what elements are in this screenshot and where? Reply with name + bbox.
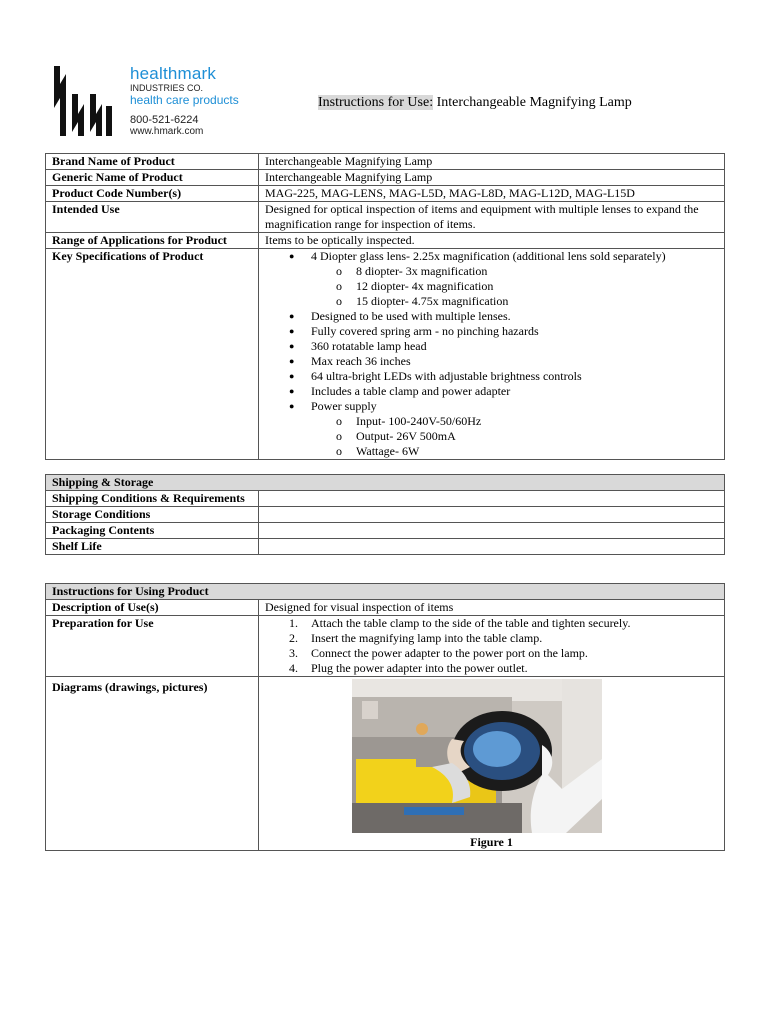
diagrams-cell bbox=[259, 677, 725, 851]
healthmark-logo bbox=[50, 64, 240, 140]
step-number: 4. bbox=[289, 661, 298, 675]
spec-item bbox=[311, 399, 718, 459]
title-prefix: Instructions for Use: bbox=[318, 95, 434, 110]
spec-subitem: o Input- 100-240V-50/60Hz bbox=[356, 414, 718, 429]
title-product: Interchangeable Magnifying Lamp bbox=[433, 95, 632, 110]
spec-item: ● Includes a table clamp and power adapter bbox=[311, 384, 718, 399]
table-row bbox=[46, 170, 725, 186]
spec-sublist bbox=[311, 414, 718, 459]
brand-phone: 800-521-6224 bbox=[130, 114, 199, 126]
shelf-life-label: Shelf Life bbox=[46, 539, 259, 555]
spec-text: Power supply bbox=[311, 399, 377, 413]
table-row bbox=[46, 539, 725, 555]
table-row bbox=[46, 600, 725, 616]
shipping-storage-table bbox=[45, 474, 725, 555]
table-header-row bbox=[46, 584, 725, 600]
diagrams-label: Diagrams (drawings, pictures) bbox=[46, 677, 259, 851]
spec-item: ● 360 rotatable lamp head bbox=[311, 339, 718, 354]
key-specifications-label: Key Specifications of Product bbox=[46, 249, 259, 460]
spec-item: ● 64 ultra-bright LEDs with adjustable brightness controls bbox=[311, 369, 718, 384]
table-row bbox=[46, 616, 725, 677]
spec-sublist bbox=[311, 264, 718, 309]
table-row bbox=[46, 677, 725, 851]
packaging-contents-value bbox=[259, 523, 725, 539]
step-text: Insert the magnifying lamp into the table clamp. bbox=[311, 631, 543, 645]
spec-subitem: o 15 diopter- 4.75x magnification bbox=[356, 294, 718, 309]
table-row bbox=[46, 202, 725, 233]
brand-tagline: health care products bbox=[130, 93, 239, 107]
document-title bbox=[318, 95, 632, 111]
step-number: 3. bbox=[289, 646, 298, 660]
steps-list bbox=[265, 616, 718, 676]
step-number: 2. bbox=[289, 631, 298, 645]
range-of-applications-value: Items to be optically inspected. bbox=[259, 233, 725, 249]
step-item bbox=[289, 646, 718, 661]
shipping-conditions-label: Shipping Conditions & Requirements bbox=[46, 491, 259, 507]
key-specifications-value bbox=[259, 249, 725, 460]
shipping-storage-header: Shipping & Storage bbox=[46, 475, 725, 491]
magnifying-lamp-photo bbox=[352, 679, 602, 833]
preparation-steps bbox=[259, 616, 725, 677]
storage-conditions-value bbox=[259, 507, 725, 523]
spec-subitem: o Wattage- 6W bbox=[356, 444, 718, 459]
table-header-row bbox=[46, 475, 725, 491]
table-row bbox=[46, 233, 725, 249]
step-item bbox=[289, 631, 718, 646]
product-code-value: MAG-225, MAG-LENS, MAG-L5D, MAG-L8D, MAG-L12D, MAG-L15D bbox=[259, 186, 725, 202]
instructions-header: Instructions for Using Product bbox=[46, 584, 725, 600]
spec-item: ● Max reach 36 inches bbox=[311, 354, 718, 369]
step-text: Connect the power adapter to the power port on the lamp. bbox=[311, 646, 588, 660]
shipping-conditions-value bbox=[259, 491, 725, 507]
brand-website: www.hmark.com bbox=[130, 126, 204, 137]
shelf-life-value bbox=[259, 539, 725, 555]
table-row bbox=[46, 491, 725, 507]
brand-name-value: Interchangeable Magnifying Lamp bbox=[259, 154, 725, 170]
spec-text: 4 Diopter glass lens- 2.25x magnification (additional lens sold separately) bbox=[311, 249, 666, 263]
lamp-photo-illustration bbox=[352, 679, 602, 833]
description-of-use-label: Description of Use(s) bbox=[46, 600, 259, 616]
product-info-table bbox=[45, 153, 725, 460]
storage-conditions-label: Storage Conditions bbox=[46, 507, 259, 523]
intended-use-value: Designed for optical inspection of items and equipment with multiple lenses to expand the magnification range for inspection of items. bbox=[259, 202, 725, 233]
brand-name: healthmark bbox=[130, 64, 217, 83]
range-of-applications-label: Range of Applications for Product bbox=[46, 233, 259, 249]
step-item bbox=[289, 616, 718, 631]
spec-subitem: o Output- 26V 500mA bbox=[356, 429, 718, 444]
spec-subitem: o 12 diopter- 4x magnification bbox=[356, 279, 718, 294]
intended-use-label: Intended Use bbox=[46, 202, 259, 233]
step-number: 1. bbox=[289, 616, 298, 630]
generic-name-value: Interchangeable Magnifying Lamp bbox=[259, 170, 725, 186]
logo-mark-icon bbox=[50, 64, 120, 138]
brand-name-label: Brand Name of Product bbox=[46, 154, 259, 170]
step-text: Attach the table clamp to the side of the table and tighten securely. bbox=[311, 616, 631, 630]
table-row bbox=[46, 249, 725, 460]
description-of-use-value: Designed for visual inspection of items bbox=[259, 600, 725, 616]
preparation-label: Preparation for Use bbox=[46, 616, 259, 677]
step-item bbox=[289, 661, 718, 676]
table-row bbox=[46, 507, 725, 523]
spec-item: ● Fully covered spring arm - no pinching hazards bbox=[311, 324, 718, 339]
instructions-table bbox=[45, 583, 725, 851]
packaging-contents-label: Packaging Contents bbox=[46, 523, 259, 539]
generic-name-label: Generic Name of Product bbox=[46, 170, 259, 186]
spec-item: ● Designed to be used with multiple lenses. bbox=[311, 309, 718, 324]
brand-subtitle: INDUSTRIES CO. bbox=[130, 83, 204, 93]
step-text: Plug the power adapter into the power outlet. bbox=[311, 661, 528, 675]
spec-subitem: o 8 diopter- 3x magnification bbox=[356, 264, 718, 279]
spec-item bbox=[311, 249, 718, 309]
table-row bbox=[46, 186, 725, 202]
table-row bbox=[46, 523, 725, 539]
specs-list bbox=[265, 249, 718, 459]
figure-caption: Figure 1 bbox=[470, 835, 513, 849]
table-row bbox=[46, 154, 725, 170]
product-code-label: Product Code Number(s) bbox=[46, 186, 259, 202]
